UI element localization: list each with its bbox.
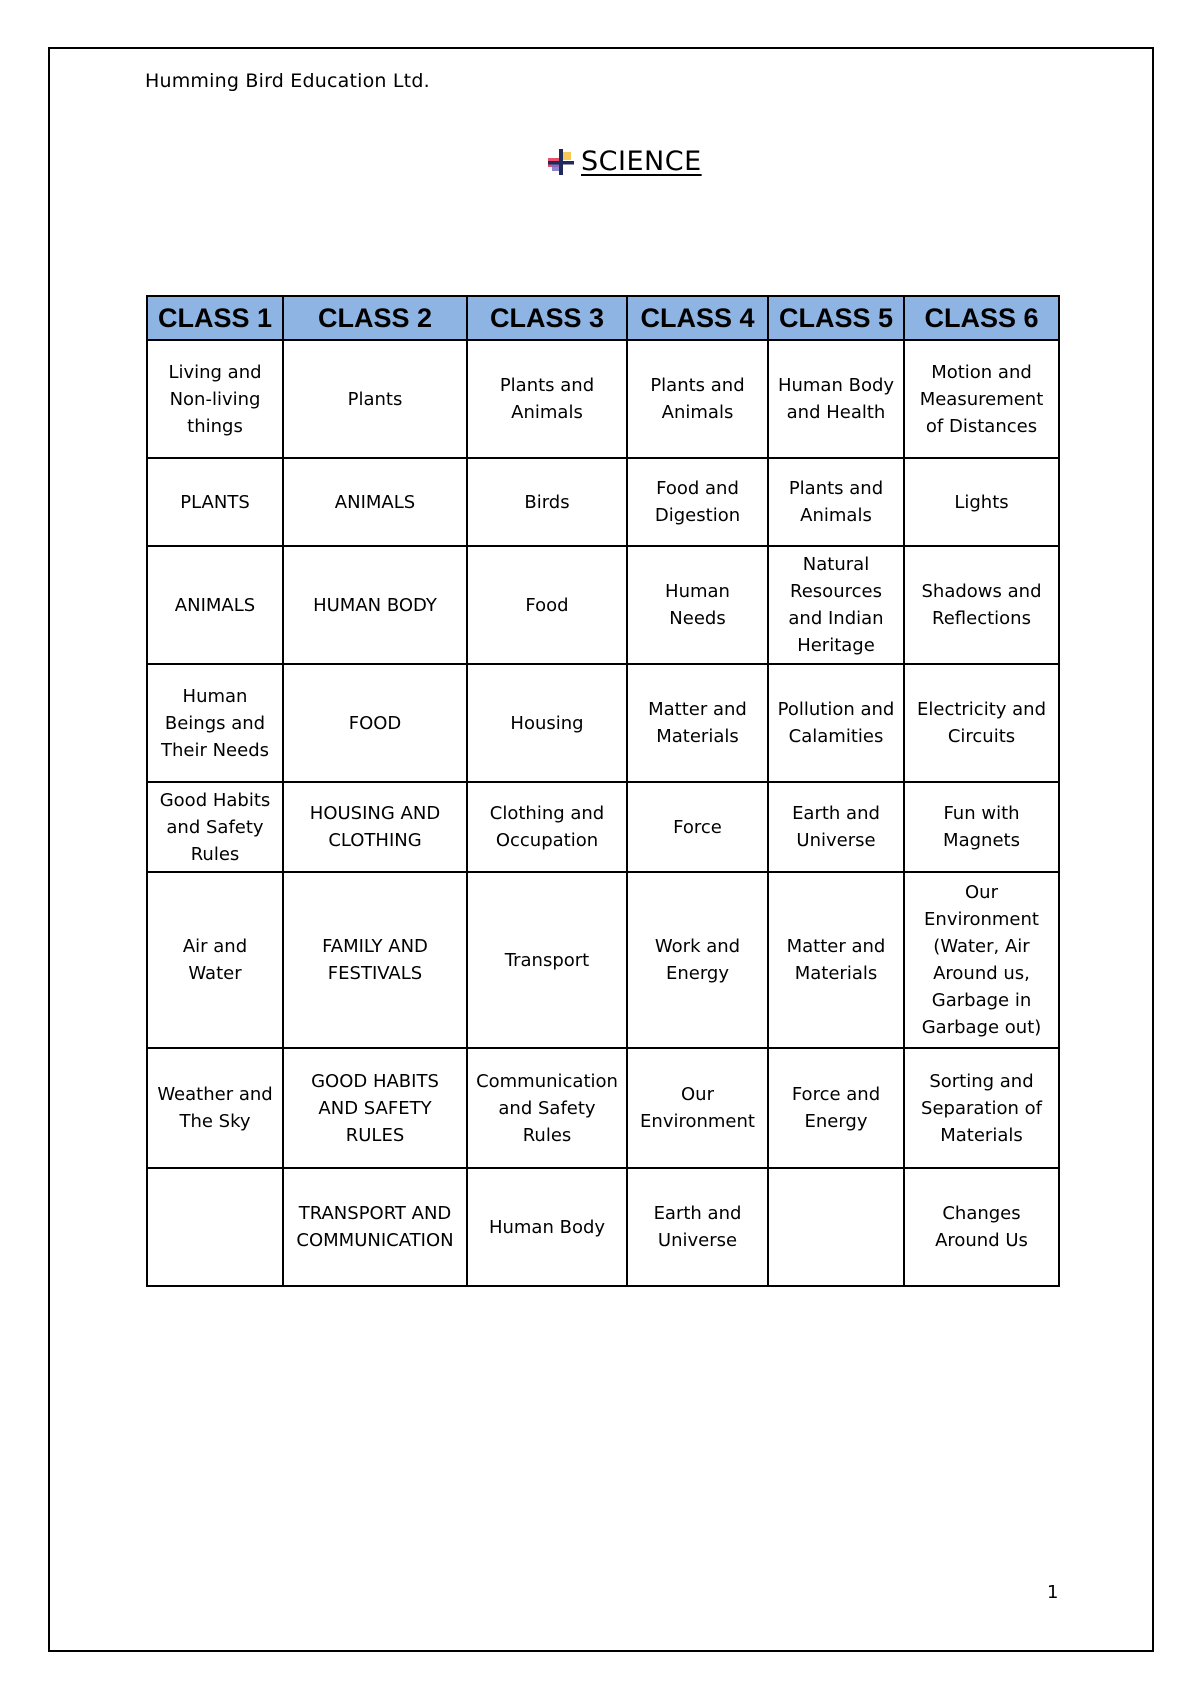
table-cell: Plants and Animals xyxy=(768,458,904,546)
table-row xyxy=(147,1168,1059,1286)
table-row xyxy=(147,340,1059,458)
table-cell: Force and Energy xyxy=(768,1048,904,1168)
table-cell: Work and Energy xyxy=(627,872,768,1048)
table-row xyxy=(147,872,1059,1048)
column-header-class-6: CLASS 6 xyxy=(904,296,1059,340)
table-cell: HUMAN BODY xyxy=(283,546,467,664)
table-cell: Housing xyxy=(467,664,627,782)
page-title: SCIENCE xyxy=(581,146,702,177)
table-row xyxy=(147,546,1059,664)
table-cell: Matter and Materials xyxy=(627,664,768,782)
table-cell: Communication and Safety Rules xyxy=(467,1048,627,1168)
table-header-row xyxy=(147,296,1059,340)
table-row xyxy=(147,1048,1059,1168)
table-cell: ANIMALS xyxy=(147,546,283,664)
table-cell: Electricity and Circuits xyxy=(904,664,1059,782)
table-cell: FOOD xyxy=(283,664,467,782)
table-row xyxy=(147,664,1059,782)
page-number: 1 xyxy=(1047,1582,1059,1603)
table-cell: Matter and Materials xyxy=(768,872,904,1048)
table-cell: Our Environment xyxy=(627,1048,768,1168)
table-cell: Natural Resources and Indian Heritage xyxy=(768,546,904,664)
table-cell: PLANTS xyxy=(147,458,283,546)
table-cell: Air and Water xyxy=(147,872,283,1048)
column-header-class-4: CLASS 4 xyxy=(627,296,768,340)
table-row xyxy=(147,458,1059,546)
table-cell: Living and Non-living things xyxy=(147,340,283,458)
table-cell: FAMILY AND FESTIVALS xyxy=(283,872,467,1048)
table-cell: Lights xyxy=(904,458,1059,546)
column-header-class-1: CLASS 1 xyxy=(147,296,283,340)
colored-plus-bullet-icon xyxy=(546,147,576,177)
table-cell: Shadows and Reflections xyxy=(904,546,1059,664)
table-cell: HOUSING AND CLOTHING xyxy=(283,782,467,872)
table-cell: Fun with Magnets xyxy=(904,782,1059,872)
table-cell: TRANSPORT AND COMMUNICATION xyxy=(283,1168,467,1286)
table-cell: Plants xyxy=(283,340,467,458)
organization-header: Humming Bird Education Ltd. xyxy=(145,70,430,92)
table-cell: Birds xyxy=(467,458,627,546)
column-header-class-3: CLASS 3 xyxy=(467,296,627,340)
table-cell: Changes Around Us xyxy=(904,1168,1059,1286)
table-cell: Good Habits and Safety Rules xyxy=(147,782,283,872)
table-cell: Human Body xyxy=(467,1168,627,1286)
table-cell: Plants and Animals xyxy=(627,340,768,458)
table-cell: Motion and Measurement of Distances xyxy=(904,340,1059,458)
table-row xyxy=(147,782,1059,872)
table-cell: Sorting and Separation of Materials xyxy=(904,1048,1059,1168)
table-cell: Transport xyxy=(467,872,627,1048)
title-block xyxy=(546,146,702,177)
table-cell: Earth and Universe xyxy=(627,1168,768,1286)
table-cell: Weather and The Sky xyxy=(147,1048,283,1168)
table-cell: Human Needs xyxy=(627,546,768,664)
table-cell xyxy=(147,1168,283,1286)
table-cell: Pollution and Calamities xyxy=(768,664,904,782)
table-cell: Our Environment (Water, Air Around us, Garbage in Garbage out) xyxy=(904,872,1059,1048)
column-header-class-2: CLASS 2 xyxy=(283,296,467,340)
table-cell: Food and Digestion xyxy=(627,458,768,546)
column-header-class-5: CLASS 5 xyxy=(768,296,904,340)
table-cell: Clothing and Occupation xyxy=(467,782,627,872)
science-curriculum-table xyxy=(146,295,1060,1287)
table-cell: Human Body and Health xyxy=(768,340,904,458)
table-cell xyxy=(768,1168,904,1286)
table-cell: Food xyxy=(467,546,627,664)
table-cell: Human Beings and Their Needs xyxy=(147,664,283,782)
table-cell: Plants and Animals xyxy=(467,340,627,458)
table-cell: Earth and Universe xyxy=(768,782,904,872)
table-cell: Force xyxy=(627,782,768,872)
table-cell: GOOD HABITS AND SAFETY RULES xyxy=(283,1048,467,1168)
table-cell: ANIMALS xyxy=(283,458,467,546)
